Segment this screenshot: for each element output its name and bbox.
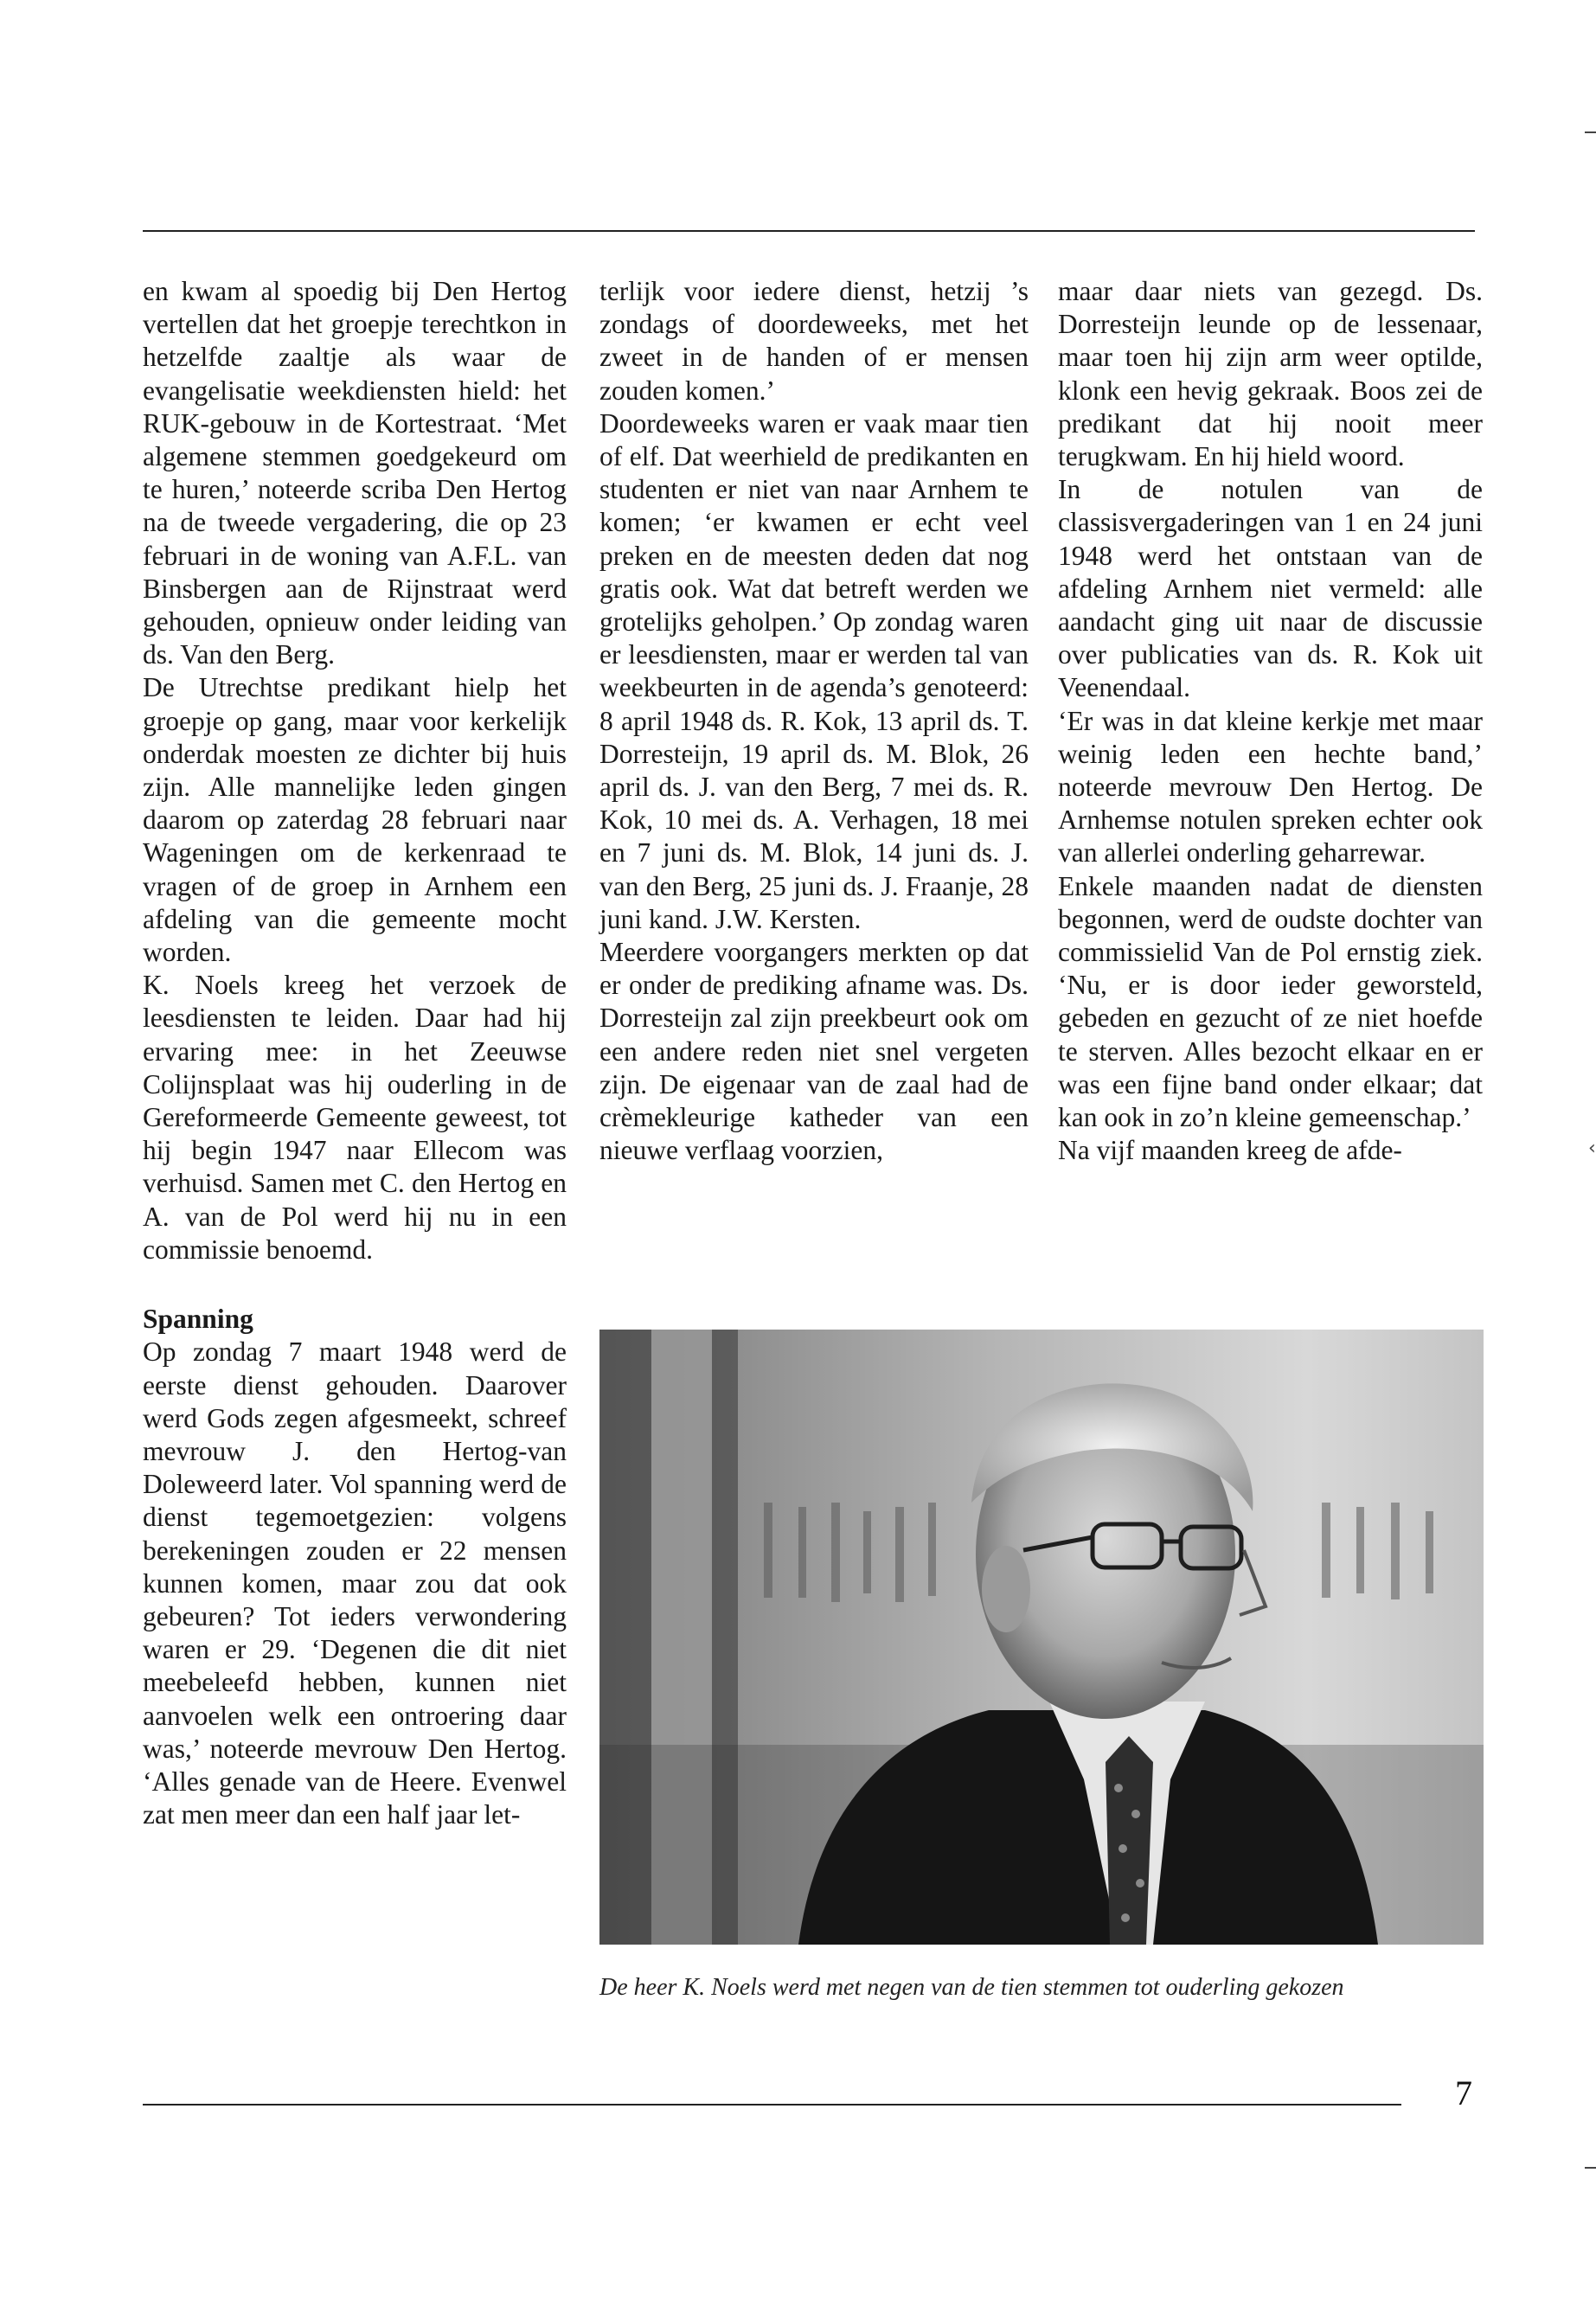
paragraph: en kwam al spoedig bij Den Hertog vertellen dat het groepje terechtkon in hetzelfde zaaltje als waar de evangelisatie weekdiensten hield: het RUK-gebouw in de Kortestraat. ‘Met algemene stemmen goedgekeurd om te huren,’ noteerde scriba Den Hertog na de tweede vergadering, die op 23 februari in de woning van A.F.L. van Binsbergen aan de Rijnstraat werd gehouden, opnieuw onder leiding van ds. Van den Berg. <box>143 276 567 670</box>
paragraph: ‘Er was in dat kleine kerkje met maar weinig leden een hechte band,’ noteerde mevrouw Den Hertog. De Arnhemse notulen spreken echter ook van allerlei onderling geharrewar. <box>1058 705 1483 868</box>
crop-mark-bottom <box>1585 2167 1596 2169</box>
text-column-3 <box>1058 275 1483 1167</box>
text-column-2 <box>599 275 1029 1167</box>
paragraph: maar daar niets van gezegd. Ds. Dorresteijn leunde op de lessenaar, maar toen hij zijn arm weer optilde, klonk een hevig gekraak. Boos zei de predikant dat hij nooit meer terugkwam. En hij hield woord. <box>1058 276 1483 472</box>
portrait-illustration <box>599 1330 1484 1945</box>
paragraph: De Utrechtse predikant hielp het groepje op gang, maar voor kerkelijk onderdak moesten ze dichter bij huis zijn. Alle mannelijke leden gingen daarom op zaterdag 28 februari naar Wageningen om de kerkenraad te vragen of de groep in Arnhem een afdeling van die gemeente mocht worden. <box>143 672 567 968</box>
portrait-photo <box>599 1330 1484 1945</box>
paragraph: K. Noels kreeg het verzoek de leesdiensten te leiden. Daar had hij ervaring mee: in het Zeeuwse Colijnsplaat was hij ouderling in de Gereformeerde Gemeente geweest, tot hij begin 1947 naar Ellecom was verhuisd. Samen met C. den Hertog en A. van de Pol werd hij nu in een commissie benoemd. <box>143 970 567 1265</box>
top-rule <box>143 230 1475 232</box>
registration-mark: ‹ <box>1588 1138 1596 1159</box>
text-column-1 <box>143 275 567 1831</box>
paragraph: Na vijf maanden kreeg de afde- <box>1058 1135 1402 1166</box>
section-heading: Spanning <box>143 1304 253 1335</box>
paragraph: terlijk voor iedere dienst, hetzij ’s zondags of doordeweeks, met het zweet in de handen of er mensen zouden komen.’ <box>599 276 1029 406</box>
paragraph: In de notulen van de classisvergaderingen van 1 en 24 juni 1948 werd het ontstaan van de afdeling Arnhem niet vermeld: alle aandacht ging uit naar de discussie over publicaties van ds. R. Kok uit Veenendaal. <box>1058 474 1483 703</box>
crop-mark-top <box>1585 131 1596 133</box>
page-number: 7 <box>1455 2073 1472 2112</box>
paragraph: Doordeweeks waren er vaak maar tien of elf. Dat weerhield de predikanten en studenten er niet van naar Arnhem te komen; ‘er kwamen er echt veel preken en de meesten deden dat nog gratis ook. Wat dat betreft werden we grotelijks geholpen.’ Op zondag waren er leesdiensten, maar er werden tal van weekbeurten in de agenda’s genoteerd: 8 april 1948 ds. R. Kok, 13 april ds. T. Dorresteijn, 19 april ds. M. Blok, 26 april ds. J. van den Berg, 7 mei ds. R. Kok, 10 mei ds. A. Verhagen, 18 mei en 7 juni ds. M. Blok, 14 juni ds. J. van den Berg, 25 juni ds. J. Fraanje, 28 juni kand. J.W. Kersten. <box>599 407 1029 934</box>
paragraph: Enkele maanden nadat de diensten begonnen, werd de oudste dochter van commissielid Van de Pol ernstig ziek. ‘Nu, er is door ieder geworsteld, gebeden en gezucht of ze niet hoefde te sterven. Alles bezocht elkaar en er was een fijne band onder elkaar; dat kan ook in zo’n kleine gemeenschap.’ <box>1058 870 1483 1133</box>
photo-caption: De heer K. Noels werd met negen van de tien stemmen tot ouderling gekozen <box>599 1974 1344 2001</box>
paragraph: Meerdere voorgangers merkten op dat er onder de prediking afname was. Ds. Dorresteijn zal zijn preekbeurt ook om een andere reden niet snel vergeten zijn. De eigenaar van de zaal had de crèmekleurige katheder van een nieuwe verflaag voorzien, <box>599 937 1029 1166</box>
paragraph: Op zondag 7 maart 1948 werd de eerste dienst gehouden. Daarover werd Gods zegen afgesmeekt, schreef mevrouw J. den Hertog-van Doleweerd later. Vol spanning werd de dienst tegemoetgezien: volgens berekeningen zouden er 22 mensen kunnen komen, maar zou dat ook gebeuren? Tot ieders verwondering waren er 29. ‘Degenen die dit niet meebeleefd hebben, kunnen niet aanvoelen welk een ontroering daar was,’ noteerde mevrouw Den Hertog. ‘Alles genade van de Heere. Evenwel zat men meer dan een half jaar let- <box>143 1336 567 1830</box>
bottom-rule <box>143 2104 1401 2106</box>
